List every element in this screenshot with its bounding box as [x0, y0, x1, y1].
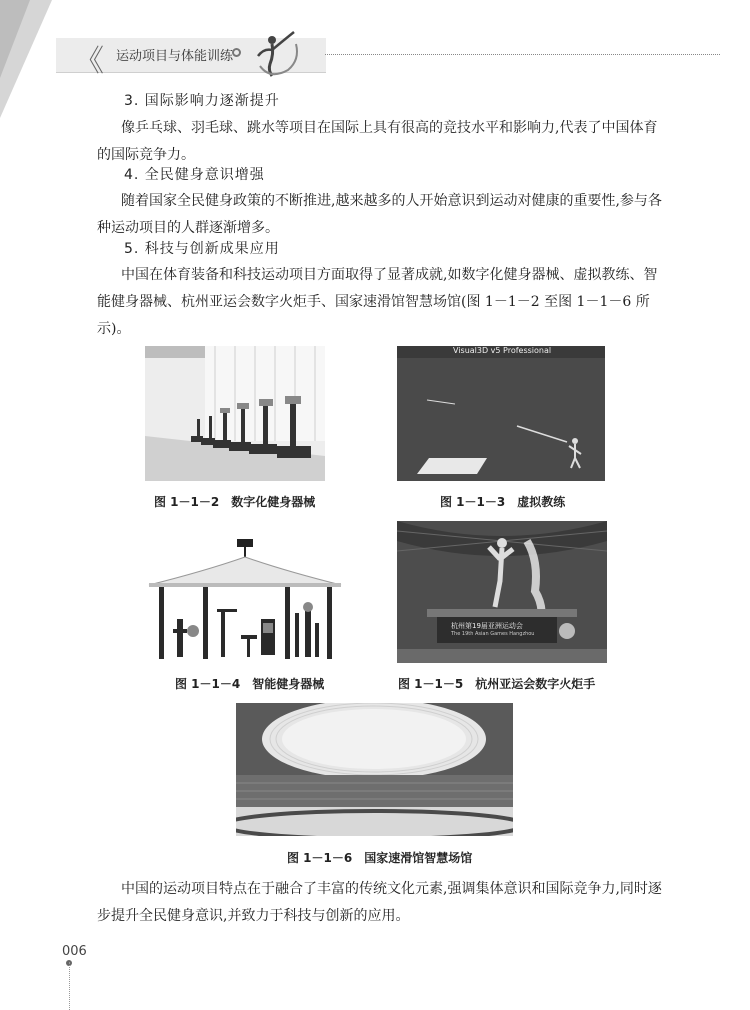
page-corner-decoration-inner	[0, 0, 30, 78]
figure-caption-1-1-5: 图 1－1－5 杭州亚运会数字火炬手	[398, 677, 596, 691]
torch-overlay-title: 杭州第19届亚洲运动会	[451, 622, 523, 630]
figure-caption-1-1-3: 图 1－1－3 虚拟教练	[440, 495, 566, 509]
figure-gym-equipment	[145, 346, 325, 481]
section-body-4: 随着国家全民健身政策的不断推进,越来越多的人开始意识到运动对健康的重要性,参与各种运动项目的人群逐渐增多。	[97, 193, 662, 236]
page-number-dotted-line	[69, 962, 70, 1010]
conclusion-paragraph: 中国的运动项目特点在于融合了丰富的传统文化元素,强调集体意识和国际竞争力,同时逐步提升全民健身意识,并致力于科技与创新的应用。	[97, 881, 662, 924]
gym-treadmills-photo	[145, 346, 325, 481]
header-dotted-rule	[325, 54, 720, 55]
section-heading-3: 3. 国际影响力逐渐提升	[124, 93, 280, 109]
figure-speed-skating-oval	[236, 703, 513, 836]
virtual-coach-screen	[397, 346, 605, 481]
outdoor-fitness-pavilion	[145, 537, 345, 662]
figure-digital-torchbearer	[397, 521, 607, 663]
section-body-5: 中国在体育装备和科技运动项目方面取得了显著成就,如数字化健身器械、虚拟教练、智能健身器械、杭州亚运会数字火炬手、国家速滑馆智慧场馆(图 1－1－2 至图 1－1－6 所示)。	[97, 267, 658, 337]
speed-skating-oval-photo	[236, 703, 513, 836]
gymnast-logo-icon	[250, 26, 306, 82]
figure-caption-1-1-6: 图 1－1－6 国家速滑馆智慧场馆	[287, 851, 473, 865]
figure-caption-1-1-4: 图 1－1－4 智能健身器械	[175, 677, 325, 691]
running-header-title: 运动项目与体能训练	[116, 49, 234, 64]
chevron-left-icon: 《	[74, 44, 100, 79]
page-number: 006	[62, 944, 87, 959]
figure-virtual-coach	[397, 346, 605, 481]
bullet-dot-icon	[232, 48, 241, 57]
figure-caption-1-1-2: 图 1－1－2 数字化健身器械	[154, 495, 316, 509]
figure-smart-fitness-equipment	[145, 537, 345, 662]
digital-torchbearer-photo	[397, 521, 607, 663]
section-heading-4: 4. 全民健身意识增强	[124, 167, 265, 183]
virtual-coach-title-text: Visual3D v5 Professional	[453, 346, 552, 355]
torch-overlay-subtitle: The 19th Asian Games Hangzhou	[451, 631, 535, 637]
section-heading-5: 5. 科技与创新成果应用	[124, 241, 280, 257]
section-body-3: 像乒乓球、羽毛球、跳水等项目在国际上具有很高的竞技水平和影响力,代表了中国体育的国际竞争力。	[97, 120, 658, 163]
